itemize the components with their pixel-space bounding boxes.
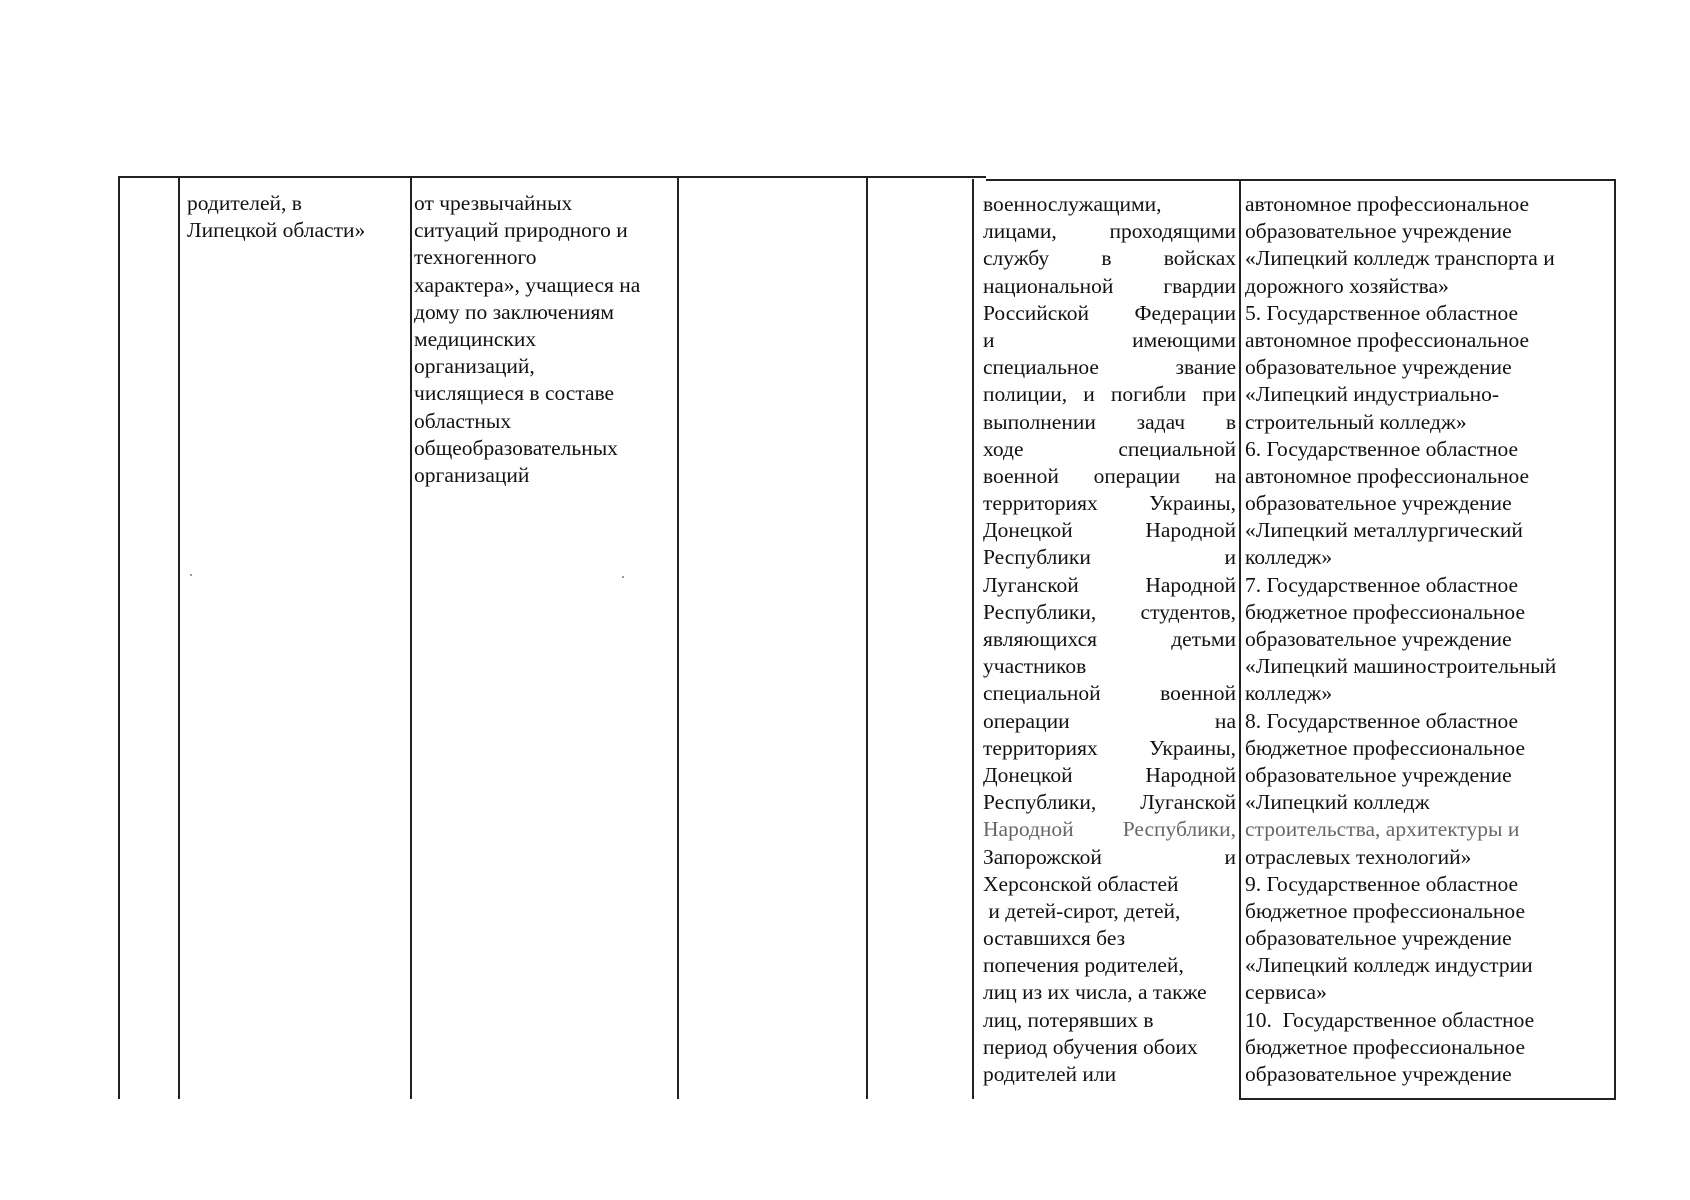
text-line: образовательное учреждение xyxy=(1245,762,1512,787)
text-line: 8. Государственное областное xyxy=(1245,708,1519,733)
text-line: автономное профессиональное xyxy=(1245,192,1530,216)
text-line: областных xyxy=(414,408,512,433)
text-line: период обучения обоих xyxy=(983,1034,1198,1059)
text-line: автономное профессиональное xyxy=(1245,327,1530,352)
text-line: «Липецкий индустриально- xyxy=(1245,382,1500,407)
text-line: операции на xyxy=(983,708,1236,733)
text-line: 7. Государственное областное xyxy=(1245,572,1519,597)
text-line: общеобразовательных xyxy=(414,435,618,460)
text-line: лицами, проходящими xyxy=(983,219,1236,244)
text-line: образовательное учреждение xyxy=(1245,627,1512,651)
text-line: колледж» xyxy=(1245,545,1333,570)
column-border-0 xyxy=(118,176,120,1099)
text-line: 5. Государственное областное xyxy=(1245,300,1519,325)
column-border-3 xyxy=(677,178,679,1099)
text-line: Республики и xyxy=(983,545,1236,570)
text-line: организаций, xyxy=(414,354,535,379)
text-line: образовательное учреждение xyxy=(1245,926,1512,951)
text-line: организаций xyxy=(414,462,530,487)
text-line: родителей или xyxy=(983,1062,1117,1086)
column-border-7 xyxy=(1614,180,1616,1099)
text-line: бюджетное профессиональное xyxy=(1245,735,1525,760)
text-line: 6. Государственное областное xyxy=(1245,436,1519,461)
text-line: и детей-сирот, детей, xyxy=(983,898,1181,923)
text-line: ситуаций природного и xyxy=(414,218,628,243)
text-line: лиц, потерявших в xyxy=(983,1007,1154,1032)
text-line: автономное профессиональное xyxy=(1245,463,1530,488)
cell-col2 xyxy=(187,190,405,244)
column-border-5 xyxy=(972,179,974,1099)
table-top-border-right xyxy=(986,179,1616,181)
text-line: медицинских xyxy=(414,326,537,351)
text-line: участников xyxy=(983,654,1087,679)
text-line: военной операции на xyxy=(983,463,1236,488)
text-line: Липецкой области» xyxy=(187,218,366,243)
text-line: территориях Украины, xyxy=(983,735,1236,760)
text-line: Луганской Народной xyxy=(983,572,1236,597)
text-line: территориях Украины, xyxy=(983,491,1236,516)
table-bottom-border-right xyxy=(1239,1098,1616,1100)
text-line: от чрезвычайных xyxy=(414,191,573,215)
text-line: «Липецкий металлургический xyxy=(1245,518,1523,543)
text-line: бюджетное профессиональное xyxy=(1245,599,1525,624)
text-line: образовательное учреждение xyxy=(1245,219,1512,244)
text-line: 9. Государственное областное xyxy=(1245,871,1519,896)
cell-col3 xyxy=(414,190,674,489)
text-line: колледж» xyxy=(1245,681,1333,706)
text-line: «Липецкий колледж xyxy=(1245,790,1430,815)
text-line: Херсонской областей xyxy=(983,871,1179,896)
text-line: образовательное учреждение xyxy=(1245,1062,1512,1086)
column-border-1 xyxy=(178,177,180,1099)
text-line: национальной гвардии xyxy=(983,273,1236,298)
text-line: характера», учащиеся на xyxy=(414,272,641,297)
text-line: являющихся детьми xyxy=(983,627,1236,651)
text-line: ходе специальной xyxy=(983,436,1236,461)
text-line: специальной военной xyxy=(983,681,1236,706)
text-line: родителей, в xyxy=(187,191,302,215)
text-line: образовательное учреждение xyxy=(1245,491,1512,516)
text-line: отраслевых технологий» xyxy=(1245,844,1472,869)
text-line: образовательное учреждение xyxy=(1245,355,1512,380)
text-line: Республики, Луганской xyxy=(983,790,1236,815)
text-line: Республики, студентов, xyxy=(983,599,1236,624)
text-line: «Липецкий колледж индустрии xyxy=(1245,953,1533,978)
text-line: 10. Государственное областное xyxy=(1245,1007,1535,1032)
text-line: Донецкой Народной xyxy=(983,762,1236,787)
text-line: попечения родителей, xyxy=(983,953,1184,978)
text-line: «Липецкий колледж транспорта и xyxy=(1245,246,1555,271)
column-border-6 xyxy=(1239,180,1241,1099)
text-line: Народной Республики, xyxy=(983,817,1236,842)
text-line: сервиса» xyxy=(1245,980,1327,1005)
text-line: «Липецкий машиностроительный xyxy=(1245,654,1557,679)
column-border-2 xyxy=(410,177,412,1099)
text-line: и имеющими xyxy=(983,327,1236,352)
text-line: техногенного xyxy=(414,245,537,270)
text-line: Российской Федерации xyxy=(983,300,1236,325)
cell-col6 xyxy=(983,191,1236,1088)
text-line: бюджетное профессиональное xyxy=(1245,898,1525,923)
text-line: Донецкой Народной xyxy=(983,518,1236,543)
text-line: специальное звание xyxy=(983,355,1236,380)
scan-speck xyxy=(622,576,624,578)
text-line: службу в войсках xyxy=(983,246,1236,271)
text-line: полиции, и погибли при xyxy=(983,382,1236,407)
text-line: строительный колледж» xyxy=(1245,409,1467,434)
text-line: Запорожской и xyxy=(983,844,1236,869)
text-line: военнослужащими, xyxy=(983,192,1162,216)
table-top-border xyxy=(118,176,986,178)
column-border-4 xyxy=(866,178,868,1099)
text-line: бюджетное профессиональное xyxy=(1245,1034,1525,1059)
text-line: выполнении задач в xyxy=(983,409,1236,434)
text-line: дорожного хозяйства» xyxy=(1245,273,1449,298)
text-line: оставшихся без xyxy=(983,926,1126,951)
text-line: лиц из их числа, а также xyxy=(983,980,1207,1005)
text-line: числящиеся в составе xyxy=(414,381,615,406)
scan-speck xyxy=(190,574,192,576)
text-line: строительства, архитектуры и xyxy=(1245,817,1520,842)
text-line: дому по заключениям xyxy=(414,299,614,324)
cell-col7 xyxy=(1245,191,1611,1088)
